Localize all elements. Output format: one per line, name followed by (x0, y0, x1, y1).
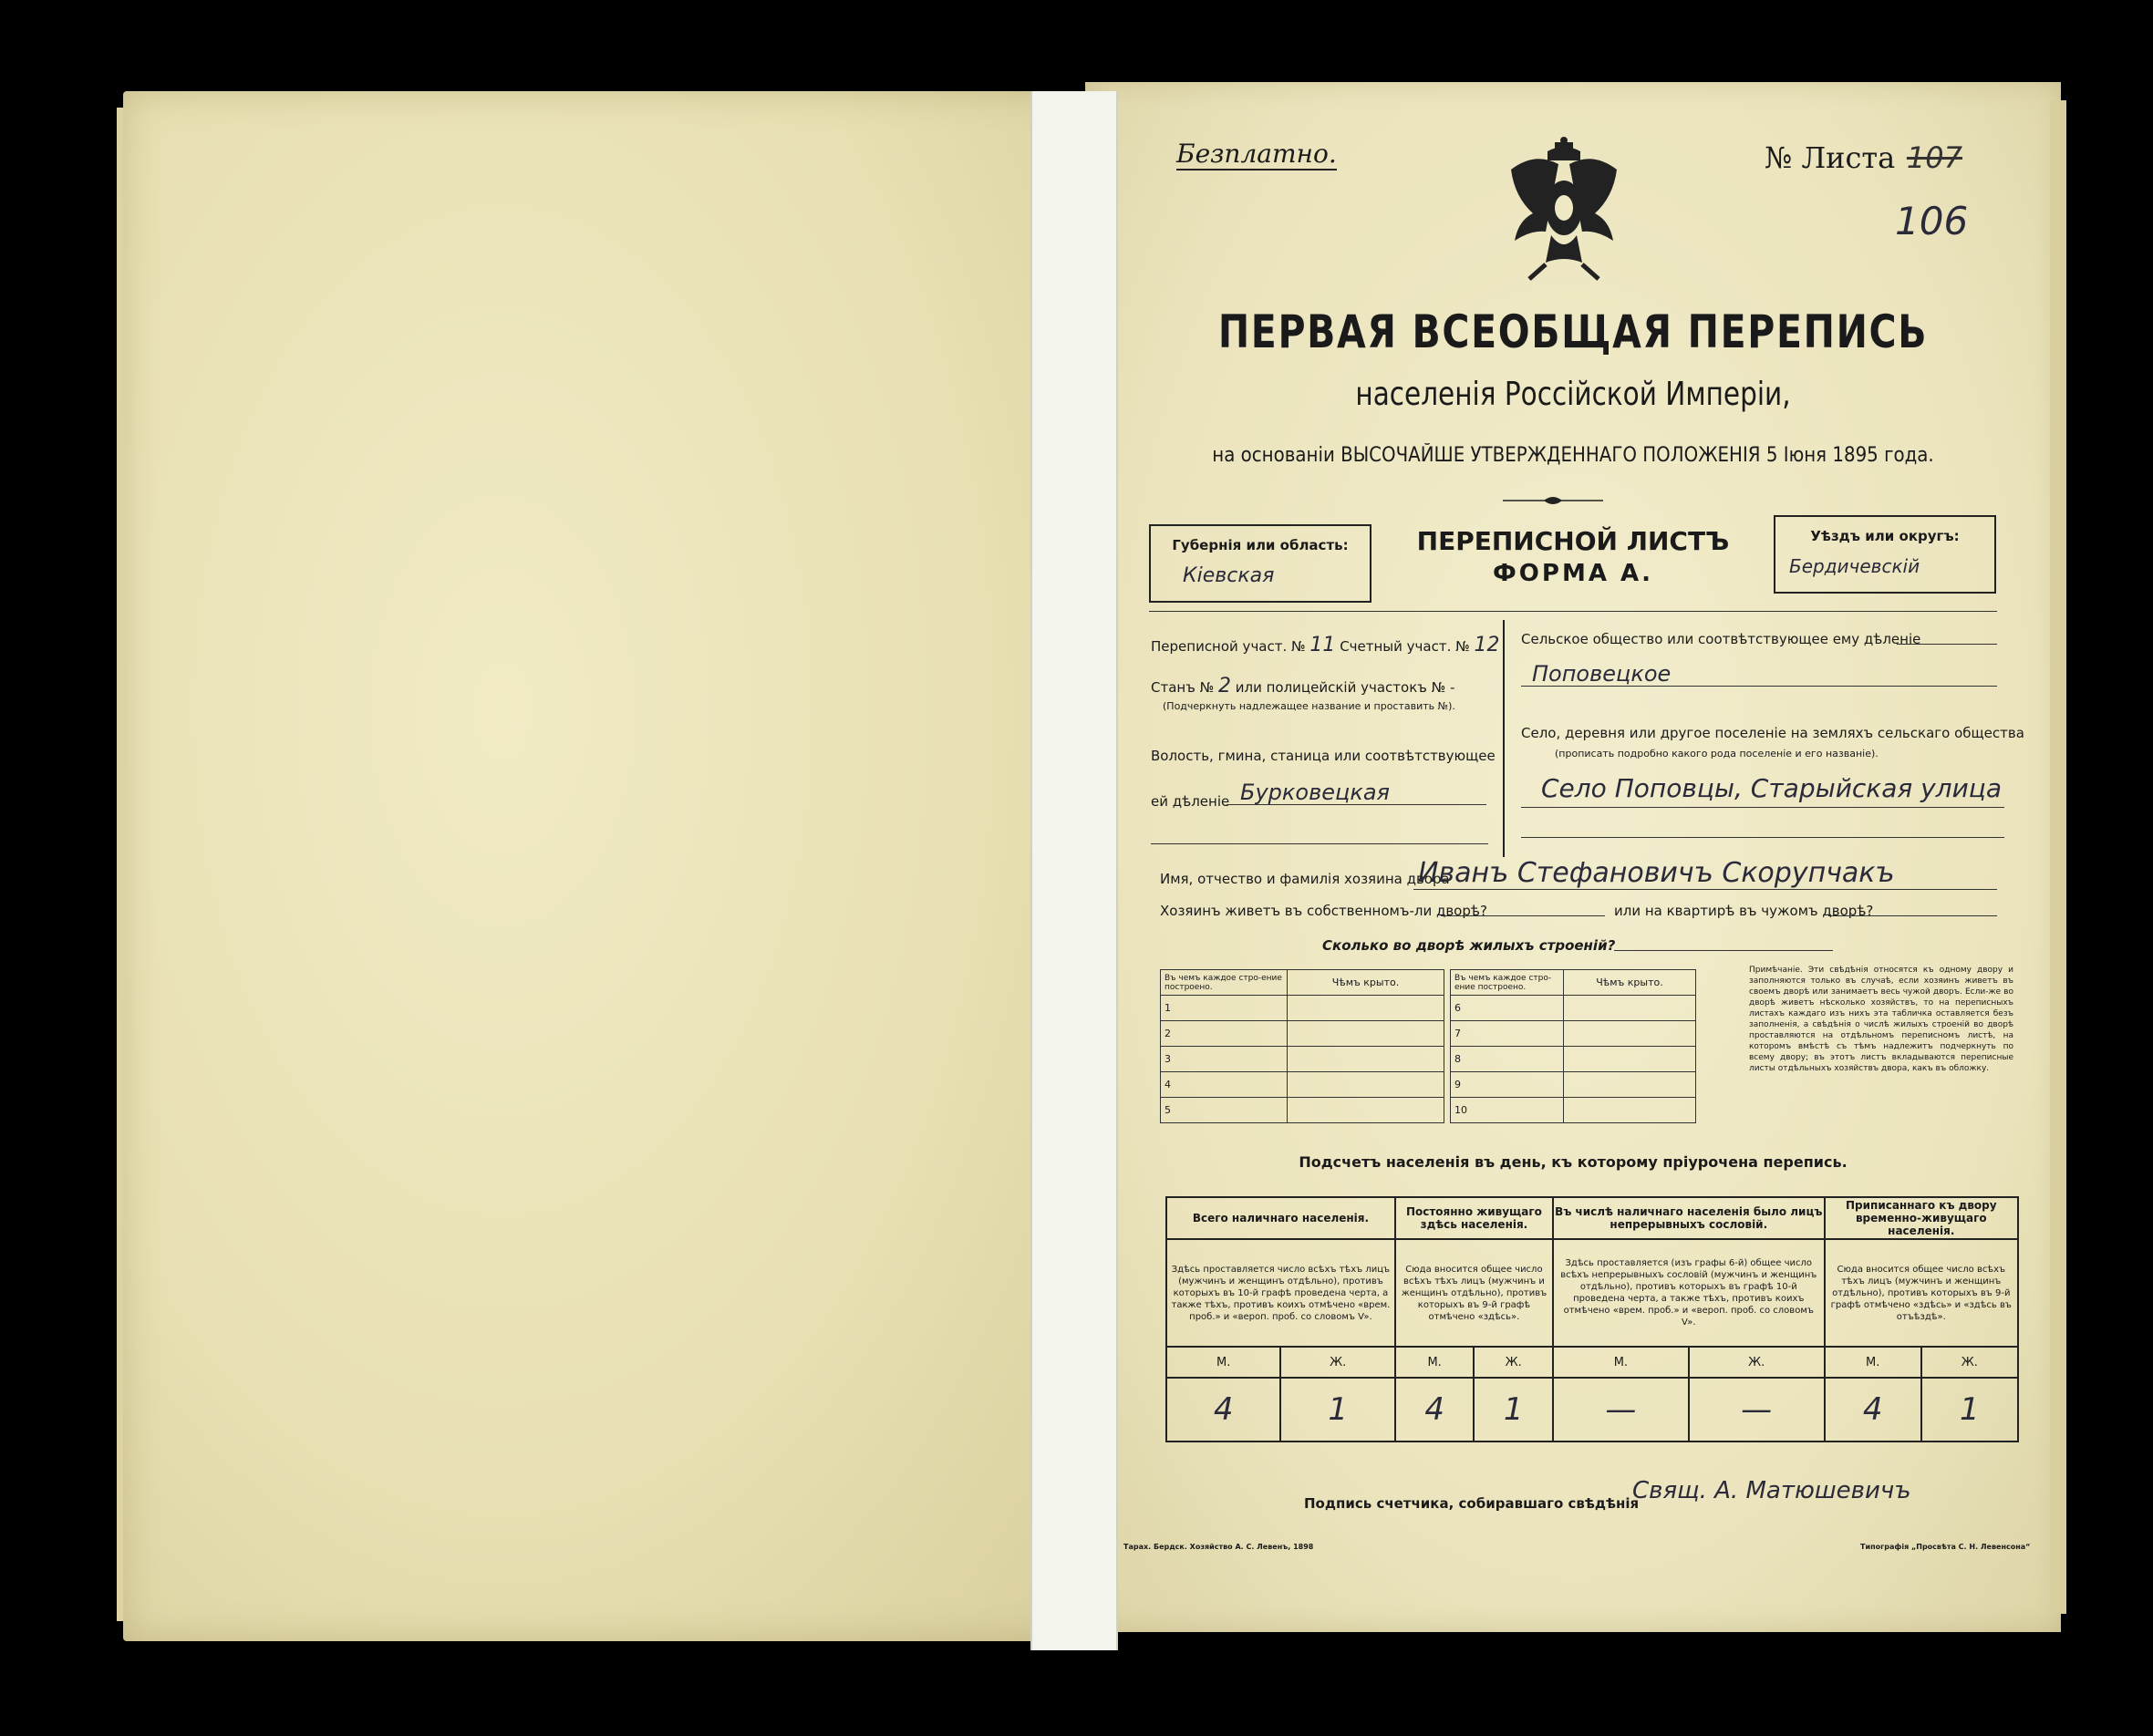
buildings-underline (1614, 950, 1833, 951)
male-label: М. (1553, 1347, 1689, 1378)
census-summary-heading: Подсчетъ населенія въ день, къ которому пріурочена перепись. (1299, 1153, 1848, 1171)
section-divider (1149, 611, 1997, 612)
building-row-number: 6 (1451, 996, 1564, 1021)
total-population-desc: Здѣсь проставляется число всѣхъ тѣхъ лицъ (мужчинъ и женщинъ отдѣльно), противъ которыхъ въ 10-й графѣ проведена черта, а также тѣхъ, противъ коихъ отмѣчено «врем. проб.» и «вероп. проб. со словомъ V». (1166, 1239, 1395, 1347)
volost-value[interactable]: Бурковецкая (1240, 780, 1390, 805)
count-area-value[interactable]: 12 (1474, 634, 1500, 656)
permanent-male-value[interactable]: 4 (1395, 1378, 1475, 1442)
society-value[interactable]: Поповецкое (1532, 661, 1672, 687)
owner-name-underline (1413, 889, 1997, 890)
permanent-population-desc: Сюда вносится общее число всѣхъ тѣхъ лицъ (мужчинъ и женщинъ отдѣльно), противъ которыхъ въ 9-й графѣ отмѣчено «здѣсь». (1395, 1239, 1553, 1347)
census-subtitle: населенія Россійской Имперіи, (1355, 376, 1791, 413)
volost-underline-2 (1151, 843, 1488, 844)
buildings-col-header: Въ чемъ каждое стро-ение построено. (1161, 970, 1288, 996)
sheet-old-number: 107 (1906, 140, 1962, 175)
sheet-title-block (1377, 524, 1769, 599)
roof-cell[interactable] (1564, 1072, 1696, 1098)
female-label: Ж. (1474, 1347, 1553, 1378)
building-row-number: 7 (1451, 1021, 1564, 1047)
female-label: Ж. (1280, 1347, 1394, 1378)
male-label: М. (1166, 1347, 1280, 1378)
village-label: Село, деревня или другое поселеніе на земляхъ сельскаго общества (1521, 725, 2024, 741)
building-row-number: 1 (1161, 996, 1288, 1021)
census-area-label: Переписной участ. № (1151, 638, 1306, 655)
police-value[interactable]: - (1450, 679, 1455, 696)
building-row-number: 9 (1451, 1072, 1564, 1098)
own-yard-label: Хозяинъ живетъ въ собственномъ-ли дворѣ? (1160, 903, 1487, 919)
volost-label-2: ей дѣленіе (1151, 793, 1230, 810)
count-area-label: Счетный участ. № (1340, 638, 1470, 655)
district-value[interactable]: Бердичевскій (1789, 555, 1920, 577)
census-area-field (1151, 634, 1500, 656)
permanent-population-header: Постоянно живущаго здѣсь населенія. (1395, 1197, 1553, 1239)
province-label: Губернія или область: (1172, 537, 1349, 553)
camp-note: (Подчеркнуть надлежащее название и проставить №). (1163, 700, 1455, 712)
column-divider (1503, 620, 1505, 857)
total-male-value[interactable]: 4 (1166, 1378, 1280, 1442)
left-blank-page (123, 91, 1071, 1641)
roof-cell[interactable] (1288, 1047, 1444, 1072)
male-label: М. (1825, 1347, 1921, 1378)
buildings-label: Сколько во дворѣ жилыхъ строеній? (1322, 937, 1616, 954)
village-underline (1521, 807, 2004, 808)
transient-female-value[interactable]: — (1689, 1378, 1825, 1442)
sheet-number-label: № Листа (1765, 140, 1896, 175)
printer-imprint-left: Тарах. Бердск. Хозяйство А. С. Левенъ, 1898 (1123, 1543, 1314, 1551)
camp-value[interactable]: 2 (1217, 675, 1231, 698)
village-underline-2 (1521, 837, 2004, 838)
legal-basis-line: на основаніи ВЫСОЧАЙШЕ УТВЕРЖДЕННАГО ПОЛОЖЕНІЯ 5 Іюня 1895 года. (1212, 444, 1934, 467)
roof-cell[interactable] (1564, 996, 1696, 1021)
permanent-female-value[interactable]: 1 (1474, 1378, 1553, 1442)
free-label: Безплатно. (1176, 139, 1337, 169)
signature-label: Подпись счетчика, собиравшаго свѣдѣнія (1304, 1495, 1640, 1512)
sheet-handwritten-number: 106 (1895, 199, 1969, 243)
enumerator-signature[interactable]: Свящ. А. Матюшевичъ (1632, 1477, 1911, 1504)
binding-spine-strip (1030, 91, 1118, 1650)
district-box (1774, 515, 1996, 594)
imperial-eagle-emblem-icon (1500, 137, 1628, 287)
building-row-number: 8 (1451, 1047, 1564, 1072)
village-value[interactable]: Село Поповцы, Старыйская улица (1541, 773, 2002, 803)
right-page-edge (2050, 100, 2066, 1614)
camp-label: Станъ № (1151, 679, 1215, 696)
province-value[interactable]: Кіевская (1183, 564, 1275, 587)
buildings-table-left (1160, 969, 1444, 1123)
buildings-note: Примѣчаніе. Эти свѣдѣнія относятся къ одному двору и заполняются только въ случаѣ, если хозяинъ живетъ въ своемъ дворѣ или занимаетъ весь чужой дворъ. Если-же во дворѣ живетъ нѣсколько хозяйствъ, то на переписныхъ листахъ каждаго изъ нихъ эта табличка оставляется безъ заполненія, а свѣдѣнія о числѣ жилыхъ строеній во дворѣ проставляются на отдѣльномъ переписномъ листѣ, на которомъ вмѣстѣ съ тѣмъ надлежитъ подчеркнуть по всему двору; въ этотъ листъ вкладываются переписные листы отдѣльныхъ хозяйствъ двора, какъ въ обложку. (1749, 966, 2013, 1073)
volost-label: Волость, гмина, станица или соотвѣтствующее (1151, 748, 1496, 764)
buildings-table-right (1450, 969, 1696, 1123)
form-name: ФОРМА А. (1493, 560, 1653, 587)
building-row-number: 2 (1161, 1021, 1288, 1047)
registered-population-desc: Сюда вносится общее число всѣхъ тѣхъ лицъ (мужчинъ и женщинъ отдѣльно), противъ которыхъ въ 9-й графѣ отмѣчено «здѣсь» и «здѣсь въ отъѣздѣ». (1825, 1239, 2018, 1347)
transient-male-value[interactable]: — (1553, 1378, 1689, 1442)
rented-underline (1828, 915, 1997, 916)
owner-name-value[interactable]: Иванъ Стефановичъ Скорупчакъ (1418, 857, 1895, 889)
printer-imprint-right: Типографія „Просвѣта С. Н. Левенсона“ (1860, 1543, 2031, 1551)
province-box (1149, 524, 1372, 603)
total-population-header: Всего наличнаго населенія. (1166, 1197, 1395, 1239)
roof-cell[interactable] (1564, 1047, 1696, 1072)
census-title: ПЕРВАЯ ВСЕОБЩАЯ ПЕРЕПИСЬ (1217, 305, 1929, 358)
building-row-number: 4 (1161, 1072, 1288, 1098)
owner-name-label: Имя, отчество и фамилія хозяина двора (1160, 871, 1450, 887)
total-female-value[interactable]: 1 (1280, 1378, 1394, 1442)
roof-col-header: Чѣмъ крыто. (1288, 970, 1444, 996)
police-label: или полицейскій участокъ № (1235, 679, 1446, 696)
building-row-number: 5 (1161, 1098, 1288, 1123)
roof-cell[interactable] (1564, 1021, 1696, 1047)
buildings-col-header: Въ чемъ каждое стро-ение построено. (1451, 970, 1564, 996)
village-note: (прописать подробно какого рода поселеніе и его названіе). (1555, 748, 1879, 760)
census-summary-table (1165, 1196, 2019, 1442)
female-label: Ж. (1689, 1347, 1825, 1378)
camp-field (1151, 675, 1454, 698)
registered-population-header: Приписаннаго къ двору временно-живущаго населенія. (1825, 1197, 2018, 1239)
society-underline (1897, 644, 1997, 645)
building-row-number: 10 (1451, 1098, 1564, 1123)
roof-cell[interactable] (1288, 996, 1444, 1021)
roof-cell[interactable] (1288, 1021, 1444, 1047)
roof-cell[interactable] (1288, 1072, 1444, 1098)
female-label: Ж. (1921, 1347, 2018, 1378)
sheet-number (1765, 135, 1962, 177)
registered-male-value[interactable]: 4 (1825, 1378, 1921, 1442)
roof-col-header: Чѣмъ крыто. (1564, 970, 1696, 996)
roof-cell[interactable] (1564, 1098, 1696, 1123)
volost-underline (1227, 804, 1486, 805)
rented-label: или на квартирѣ въ чужомъ дворѣ? (1614, 903, 1874, 919)
society-label: Сельское общество или соотвѣтствующее ему дѣленіе (1521, 631, 1921, 647)
building-row-number: 3 (1161, 1047, 1288, 1072)
registered-female-value[interactable]: 1 (1921, 1378, 2018, 1442)
district-label: Уѣздъ или округъ: (1810, 528, 1960, 544)
ornament-divider-icon (1503, 494, 1603, 507)
sheet-title: ПЕРЕПИСНОЙ ЛИСТЪ (1416, 526, 1730, 556)
census-area-value[interactable]: 11 (1309, 634, 1336, 656)
male-label: М. (1395, 1347, 1475, 1378)
transient-population-header: Въ числѣ наличнаго населенія было лицъ непрерывныхъ сословій. (1553, 1197, 1825, 1239)
society-underline-2 (1521, 686, 1997, 687)
roof-cell[interactable] (1288, 1098, 1444, 1123)
own-yard-underline (1441, 915, 1605, 916)
transient-population-desc: Здѣсь проставляется (изъ графы 6-й) общее число всѣхъ непрерывныхъ сословій (мужчинъ и женщинъ отдѣльно), противъ которыхъ въ графѣ 10-й проведена черта, а также тѣхъ, противъ коихъ отмѣчено «врем. проб.» и «вероп. проб. со словомъ V». (1553, 1239, 1825, 1347)
